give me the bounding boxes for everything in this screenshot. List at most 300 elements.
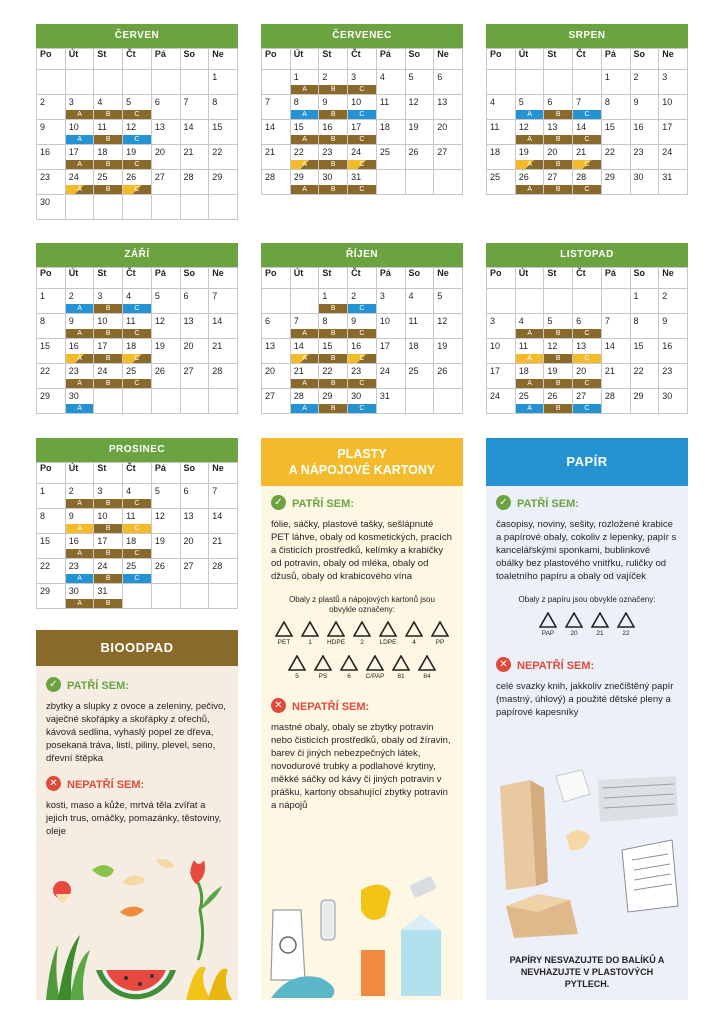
calendar-grid xyxy=(36,462,238,609)
day-number: 14 xyxy=(265,122,276,132)
calendar-day xyxy=(348,70,377,95)
calendar-day xyxy=(659,145,688,170)
collection-tag: A xyxy=(291,354,319,363)
calendar-day xyxy=(515,120,544,145)
calendar-day xyxy=(180,364,209,389)
day-number: 17 xyxy=(351,122,362,132)
calendar-day xyxy=(573,289,602,314)
calendar-day xyxy=(659,95,688,120)
calendar-day xyxy=(180,484,209,509)
day-number: 17 xyxy=(68,147,79,157)
day-number: 20 xyxy=(576,366,587,376)
calendar-day xyxy=(376,289,405,314)
day-number: 16 xyxy=(322,122,333,132)
day-number: 9 xyxy=(68,316,74,326)
day-number: 5 xyxy=(408,72,414,82)
calendar-day xyxy=(573,314,602,339)
day-number: 1 xyxy=(604,72,610,82)
day-number: 28 xyxy=(576,172,587,182)
calendar-day xyxy=(290,339,319,364)
calendar-day xyxy=(262,95,291,120)
calendar-day xyxy=(515,389,544,414)
calendar-day xyxy=(123,120,152,145)
calendar-day xyxy=(487,95,516,120)
collection-tag: C xyxy=(348,110,376,119)
calendar-day xyxy=(65,95,94,120)
bio-yes-title: PATŘÍ SEM: xyxy=(67,680,129,692)
calendar-grid xyxy=(486,48,688,195)
calendar-day xyxy=(515,339,544,364)
day-number: 18 xyxy=(518,366,529,376)
calendar-day xyxy=(487,339,516,364)
day-number: 25 xyxy=(379,147,390,157)
recycle-symbol: 1 xyxy=(297,621,323,646)
plast-symbols-row2 xyxy=(271,655,453,683)
collection-tag: B xyxy=(319,404,347,413)
calendar-day xyxy=(209,120,238,145)
calendar-day xyxy=(37,70,66,95)
collection-tag: B xyxy=(94,549,122,558)
calendar-day xyxy=(544,170,573,195)
calendar-day xyxy=(37,534,66,559)
calendar-day xyxy=(405,314,434,339)
day-number: 24 xyxy=(662,147,673,157)
calendar-day xyxy=(434,364,463,389)
calendar-day xyxy=(630,314,659,339)
calendar-day xyxy=(319,339,348,364)
day-number: 26 xyxy=(437,366,448,376)
day-number: 10 xyxy=(97,511,108,521)
calendar-day xyxy=(659,170,688,195)
calendar-day xyxy=(37,195,66,220)
calendar-month-title: ZÁŘÍ xyxy=(36,243,238,267)
collection-tag: C xyxy=(123,354,151,363)
calendar-day xyxy=(515,95,544,120)
cross-icon: ✕ xyxy=(46,776,61,791)
calendar-day xyxy=(319,95,348,120)
day-number: 13 xyxy=(437,97,448,107)
day-number: 15 xyxy=(212,122,223,132)
day-number: 6 xyxy=(437,72,443,82)
cross-icon: ✕ xyxy=(496,657,511,672)
calendar-day xyxy=(180,170,209,195)
day-number: 5 xyxy=(437,291,443,301)
calendar-day xyxy=(65,509,94,534)
weekday-header: St xyxy=(94,49,123,70)
day-number: 6 xyxy=(265,316,271,326)
plast-no-text: mastné obaly, obaly se zbytky potravin nebo čisticích prostředků, obaly od žíravin, barev či jiných nebezpečných látek, novodurové trubky a podlahové krytiny, měkké sáčky od kávy či jiných potravin v prášku, kartony obsahující zbytky potravin a nápojů xyxy=(271,722,451,811)
calendar-day xyxy=(659,314,688,339)
calendar-day xyxy=(348,170,377,195)
calendar-day xyxy=(65,170,94,195)
day-number: 25 xyxy=(408,366,419,376)
day-number: 7 xyxy=(604,316,610,326)
calendar-day xyxy=(180,145,209,170)
calendar-day xyxy=(319,364,348,389)
recycle-symbol: PS xyxy=(310,655,336,680)
collection-tag: A xyxy=(516,135,544,144)
collection-tag: C xyxy=(123,329,151,338)
calendar-day xyxy=(180,389,209,414)
recycle-symbol: 6 xyxy=(336,655,362,680)
collection-tag: C xyxy=(123,135,151,144)
cross-icon: ✕ xyxy=(271,698,286,713)
day-number: 13 xyxy=(265,341,276,351)
calendar-day xyxy=(319,70,348,95)
calendar-day xyxy=(601,95,630,120)
calendar-day xyxy=(659,339,688,364)
day-number: 16 xyxy=(68,341,79,351)
calendar-day xyxy=(209,314,238,339)
day-number: 31 xyxy=(97,586,108,596)
day-number: 13 xyxy=(547,122,558,132)
plast-waste-illustration xyxy=(261,870,463,1000)
weekday-header: Pá xyxy=(376,268,405,289)
calendar-day xyxy=(348,389,377,414)
collection-tag: A xyxy=(291,329,319,338)
recycle-symbol: 2 xyxy=(349,621,375,646)
day-number: 3 xyxy=(68,97,74,107)
day-number: 14 xyxy=(604,341,615,351)
calendar-cerven xyxy=(36,24,238,220)
calendar-month-title: PROSINEC xyxy=(36,438,238,462)
calendar-day xyxy=(209,534,238,559)
calendar-day xyxy=(209,289,238,314)
collection-tag: B xyxy=(94,304,122,313)
paper-no-text: celé svazky knih, jakkoliv znečištěný papír (mastný, úhlový) a použité dětské pleny a papírové kapesníky xyxy=(496,681,674,718)
calendar-day xyxy=(487,389,516,414)
day-number: 5 xyxy=(518,97,524,107)
calendar-day xyxy=(180,314,209,339)
calendar-day xyxy=(180,584,209,609)
day-number: 29 xyxy=(322,391,333,401)
collection-tag: C xyxy=(123,185,151,194)
day-number: 22 xyxy=(633,366,644,376)
calendar-day xyxy=(659,70,688,95)
calendar-day xyxy=(544,70,573,95)
calendar-day xyxy=(37,389,66,414)
day-number: 30 xyxy=(351,391,362,401)
day-number: 8 xyxy=(322,316,328,326)
calendar-day xyxy=(151,484,180,509)
calendar-day xyxy=(65,484,94,509)
calendar-day xyxy=(487,289,516,314)
calendar-day xyxy=(434,120,463,145)
day-number: 19 xyxy=(518,147,529,157)
collection-tag: C xyxy=(123,160,151,169)
weekday-header: Čt xyxy=(123,49,152,70)
plast-symbols-caption: Obaly z plastů a nápojových kartonů jsou obvykle označeny: xyxy=(289,595,435,614)
weekday-header: St xyxy=(94,268,123,289)
weekday-header: St xyxy=(544,268,573,289)
day-number: 23 xyxy=(351,366,362,376)
weekday-header: Pá xyxy=(601,49,630,70)
weekday-header: So xyxy=(180,49,209,70)
day-number: 8 xyxy=(633,316,639,326)
calendar-month-title: LISTOPAD xyxy=(486,243,688,267)
collection-tag: A xyxy=(291,110,319,119)
collection-tag: A xyxy=(66,185,94,194)
weekday-header: Ne xyxy=(659,49,688,70)
day-number: 5 xyxy=(154,486,160,496)
day-number: 19 xyxy=(547,366,558,376)
day-number: 24 xyxy=(97,561,108,571)
day-number: 22 xyxy=(40,561,51,571)
weekday-header: Út xyxy=(515,49,544,70)
calendar-day xyxy=(94,389,123,414)
calendar-day xyxy=(544,120,573,145)
day-number: 19 xyxy=(154,536,165,546)
weekday-header: So xyxy=(180,268,209,289)
calendar-rijen xyxy=(261,243,463,414)
day-number: 16 xyxy=(40,147,51,157)
calendar-day xyxy=(209,559,238,584)
day-number: 19 xyxy=(408,122,419,132)
day-number: 26 xyxy=(126,172,137,182)
calendar-grid xyxy=(261,48,463,195)
day-number: 31 xyxy=(662,172,673,182)
calendar-day xyxy=(659,389,688,414)
day-number: 7 xyxy=(576,97,582,107)
day-number: 16 xyxy=(633,122,644,132)
day-number: 27 xyxy=(547,172,558,182)
calendar-day xyxy=(515,70,544,95)
day-number: 10 xyxy=(97,316,108,326)
calendar-day xyxy=(601,389,630,414)
day-number: 5 xyxy=(126,97,132,107)
day-number: 28 xyxy=(212,366,223,376)
paper-no-title: NEPATŘÍ SEM: xyxy=(517,660,595,672)
day-number: 20 xyxy=(154,147,165,157)
plast-title-line1: PLASTY xyxy=(337,447,387,461)
weekday-header: St xyxy=(319,49,348,70)
calendar-day xyxy=(37,509,66,534)
paper-symbols-row xyxy=(496,612,678,640)
calendar-day xyxy=(65,389,94,414)
day-number: 29 xyxy=(40,586,51,596)
day-number: 4 xyxy=(408,291,414,301)
calendar-day xyxy=(290,314,319,339)
plast-no-title: NEPATŘÍ SEM: xyxy=(292,701,370,713)
calendar-day xyxy=(601,289,630,314)
collection-tag: A xyxy=(66,329,94,338)
day-number: 27 xyxy=(154,172,165,182)
collection-tag: B xyxy=(94,160,122,169)
calendar-day xyxy=(65,559,94,584)
collection-tag: A xyxy=(291,379,319,388)
collection-tag: B xyxy=(319,304,347,313)
day-number: 28 xyxy=(265,172,276,182)
collection-tag: A xyxy=(66,404,94,413)
collection-tag: C xyxy=(123,304,151,313)
calendar-day xyxy=(544,389,573,414)
calendar-day xyxy=(209,509,238,534)
calendar-day xyxy=(209,145,238,170)
calendar-day xyxy=(262,289,291,314)
day-number: 26 xyxy=(547,391,558,401)
recycle-symbol: 21 xyxy=(587,612,613,637)
collection-tag: C xyxy=(573,354,601,363)
day-number: 19 xyxy=(154,341,165,351)
weekday-header: So xyxy=(630,268,659,289)
day-number: 2 xyxy=(68,291,74,301)
day-number: 28 xyxy=(212,561,223,571)
collection-tag: B xyxy=(94,329,122,338)
day-number: 2 xyxy=(662,291,668,301)
day-number: 9 xyxy=(40,122,46,132)
recycle-symbol: LDPE xyxy=(375,621,401,646)
calendar-day xyxy=(290,289,319,314)
calendar-day xyxy=(290,364,319,389)
calendar-day xyxy=(209,584,238,609)
day-number: 12 xyxy=(547,341,558,351)
collection-tag: B xyxy=(544,110,572,119)
calendar-day xyxy=(123,534,152,559)
calendar-day xyxy=(405,389,434,414)
day-number: 26 xyxy=(154,561,165,571)
day-number: 1 xyxy=(40,486,46,496)
calendar-day xyxy=(180,120,209,145)
calendar-day xyxy=(123,95,152,120)
calendar-day xyxy=(348,339,377,364)
calendar-grid xyxy=(486,267,688,414)
day-number: 2 xyxy=(40,97,46,107)
calendar-day xyxy=(209,170,238,195)
day-number: 28 xyxy=(183,172,194,182)
calendar-day xyxy=(94,584,123,609)
day-number: 18 xyxy=(408,341,419,351)
day-number: 6 xyxy=(576,316,582,326)
calendar-day xyxy=(348,145,377,170)
calendar-day xyxy=(290,145,319,170)
collection-tag: B xyxy=(319,379,347,388)
calendar-day xyxy=(515,314,544,339)
weekday-header: Pá xyxy=(151,49,180,70)
calendar-day xyxy=(94,534,123,559)
day-number: 10 xyxy=(379,316,390,326)
calendar-day xyxy=(434,95,463,120)
day-number: 25 xyxy=(518,391,529,401)
calendar-day xyxy=(151,70,180,95)
day-number: 23 xyxy=(662,366,673,376)
day-number: 23 xyxy=(68,561,79,571)
calendar-day xyxy=(434,145,463,170)
collection-tag: C xyxy=(348,354,376,363)
collection-tag: A xyxy=(66,304,94,313)
calendar-day xyxy=(376,145,405,170)
collection-tag: B xyxy=(94,135,122,144)
calendar-day xyxy=(630,145,659,170)
weekday-header: Pá xyxy=(601,268,630,289)
calendar-day xyxy=(123,170,152,195)
collection-tag: B xyxy=(544,354,572,363)
calendar-day xyxy=(601,170,630,195)
calendar-day xyxy=(123,339,152,364)
day-number: 4 xyxy=(518,316,524,326)
day-number: 3 xyxy=(97,291,103,301)
calendar-day xyxy=(290,70,319,95)
weekday-header: Po xyxy=(37,268,66,289)
day-number: 28 xyxy=(604,391,615,401)
calendar-day xyxy=(180,509,209,534)
day-number: 25 xyxy=(97,172,108,182)
day-number: 12 xyxy=(154,316,165,326)
plast-title-line2: A NÁPOJOVÉ KARTONY xyxy=(288,463,436,477)
calendar-day xyxy=(180,289,209,314)
calendar-day xyxy=(123,584,152,609)
collection-tag: C xyxy=(573,329,601,338)
calendar-day xyxy=(65,70,94,95)
calendar-day xyxy=(405,145,434,170)
collection-tag: B xyxy=(319,185,347,194)
calendar-day xyxy=(94,314,123,339)
day-number: 10 xyxy=(662,97,673,107)
calendar-day xyxy=(659,364,688,389)
collection-tag: B xyxy=(544,379,572,388)
calendar-day xyxy=(434,289,463,314)
day-number: 1 xyxy=(40,291,46,301)
day-number: 4 xyxy=(490,97,496,107)
calendar-day xyxy=(487,170,516,195)
calendar-day xyxy=(630,95,659,120)
calendar-day xyxy=(376,95,405,120)
calendar-day xyxy=(94,339,123,364)
calendar-day xyxy=(151,339,180,364)
calendar-day xyxy=(151,534,180,559)
collection-tag: A xyxy=(516,160,544,169)
day-number: 9 xyxy=(662,316,668,326)
calendar-day xyxy=(659,120,688,145)
calendar-day xyxy=(65,534,94,559)
day-number: 15 xyxy=(604,122,615,132)
calendar-day xyxy=(434,70,463,95)
calendar-day xyxy=(65,145,94,170)
calendar-day xyxy=(405,170,434,195)
weekday-header: Ne xyxy=(434,49,463,70)
calendar-day xyxy=(290,389,319,414)
day-number: 11 xyxy=(97,122,107,132)
calendar-day xyxy=(151,95,180,120)
calendar-day xyxy=(544,314,573,339)
calendar-day xyxy=(376,339,405,364)
calendar-day xyxy=(487,314,516,339)
calendar-day xyxy=(573,70,602,95)
day-number: 29 xyxy=(40,391,51,401)
day-number: 21 xyxy=(183,147,194,157)
calendar-day xyxy=(601,339,630,364)
day-number: 24 xyxy=(68,172,79,182)
day-number: 22 xyxy=(212,147,223,157)
calendar-day xyxy=(123,70,152,95)
collection-tag: A xyxy=(516,379,544,388)
calendar-day xyxy=(290,170,319,195)
calendar-day xyxy=(123,559,152,584)
day-number: 8 xyxy=(40,316,46,326)
day-number: 7 xyxy=(212,486,218,496)
calendar-day xyxy=(94,170,123,195)
paper-title: PAPÍR xyxy=(486,438,688,486)
collection-tag: B xyxy=(94,599,122,608)
day-number: 19 xyxy=(437,341,448,351)
collection-tag: A xyxy=(66,574,94,583)
calendar-day xyxy=(94,145,123,170)
day-number: 3 xyxy=(490,316,496,326)
calendar-day xyxy=(37,314,66,339)
calendar-day xyxy=(123,484,152,509)
day-number: 27 xyxy=(437,147,448,157)
day-number: 27 xyxy=(183,561,194,571)
day-number: 23 xyxy=(40,172,51,182)
